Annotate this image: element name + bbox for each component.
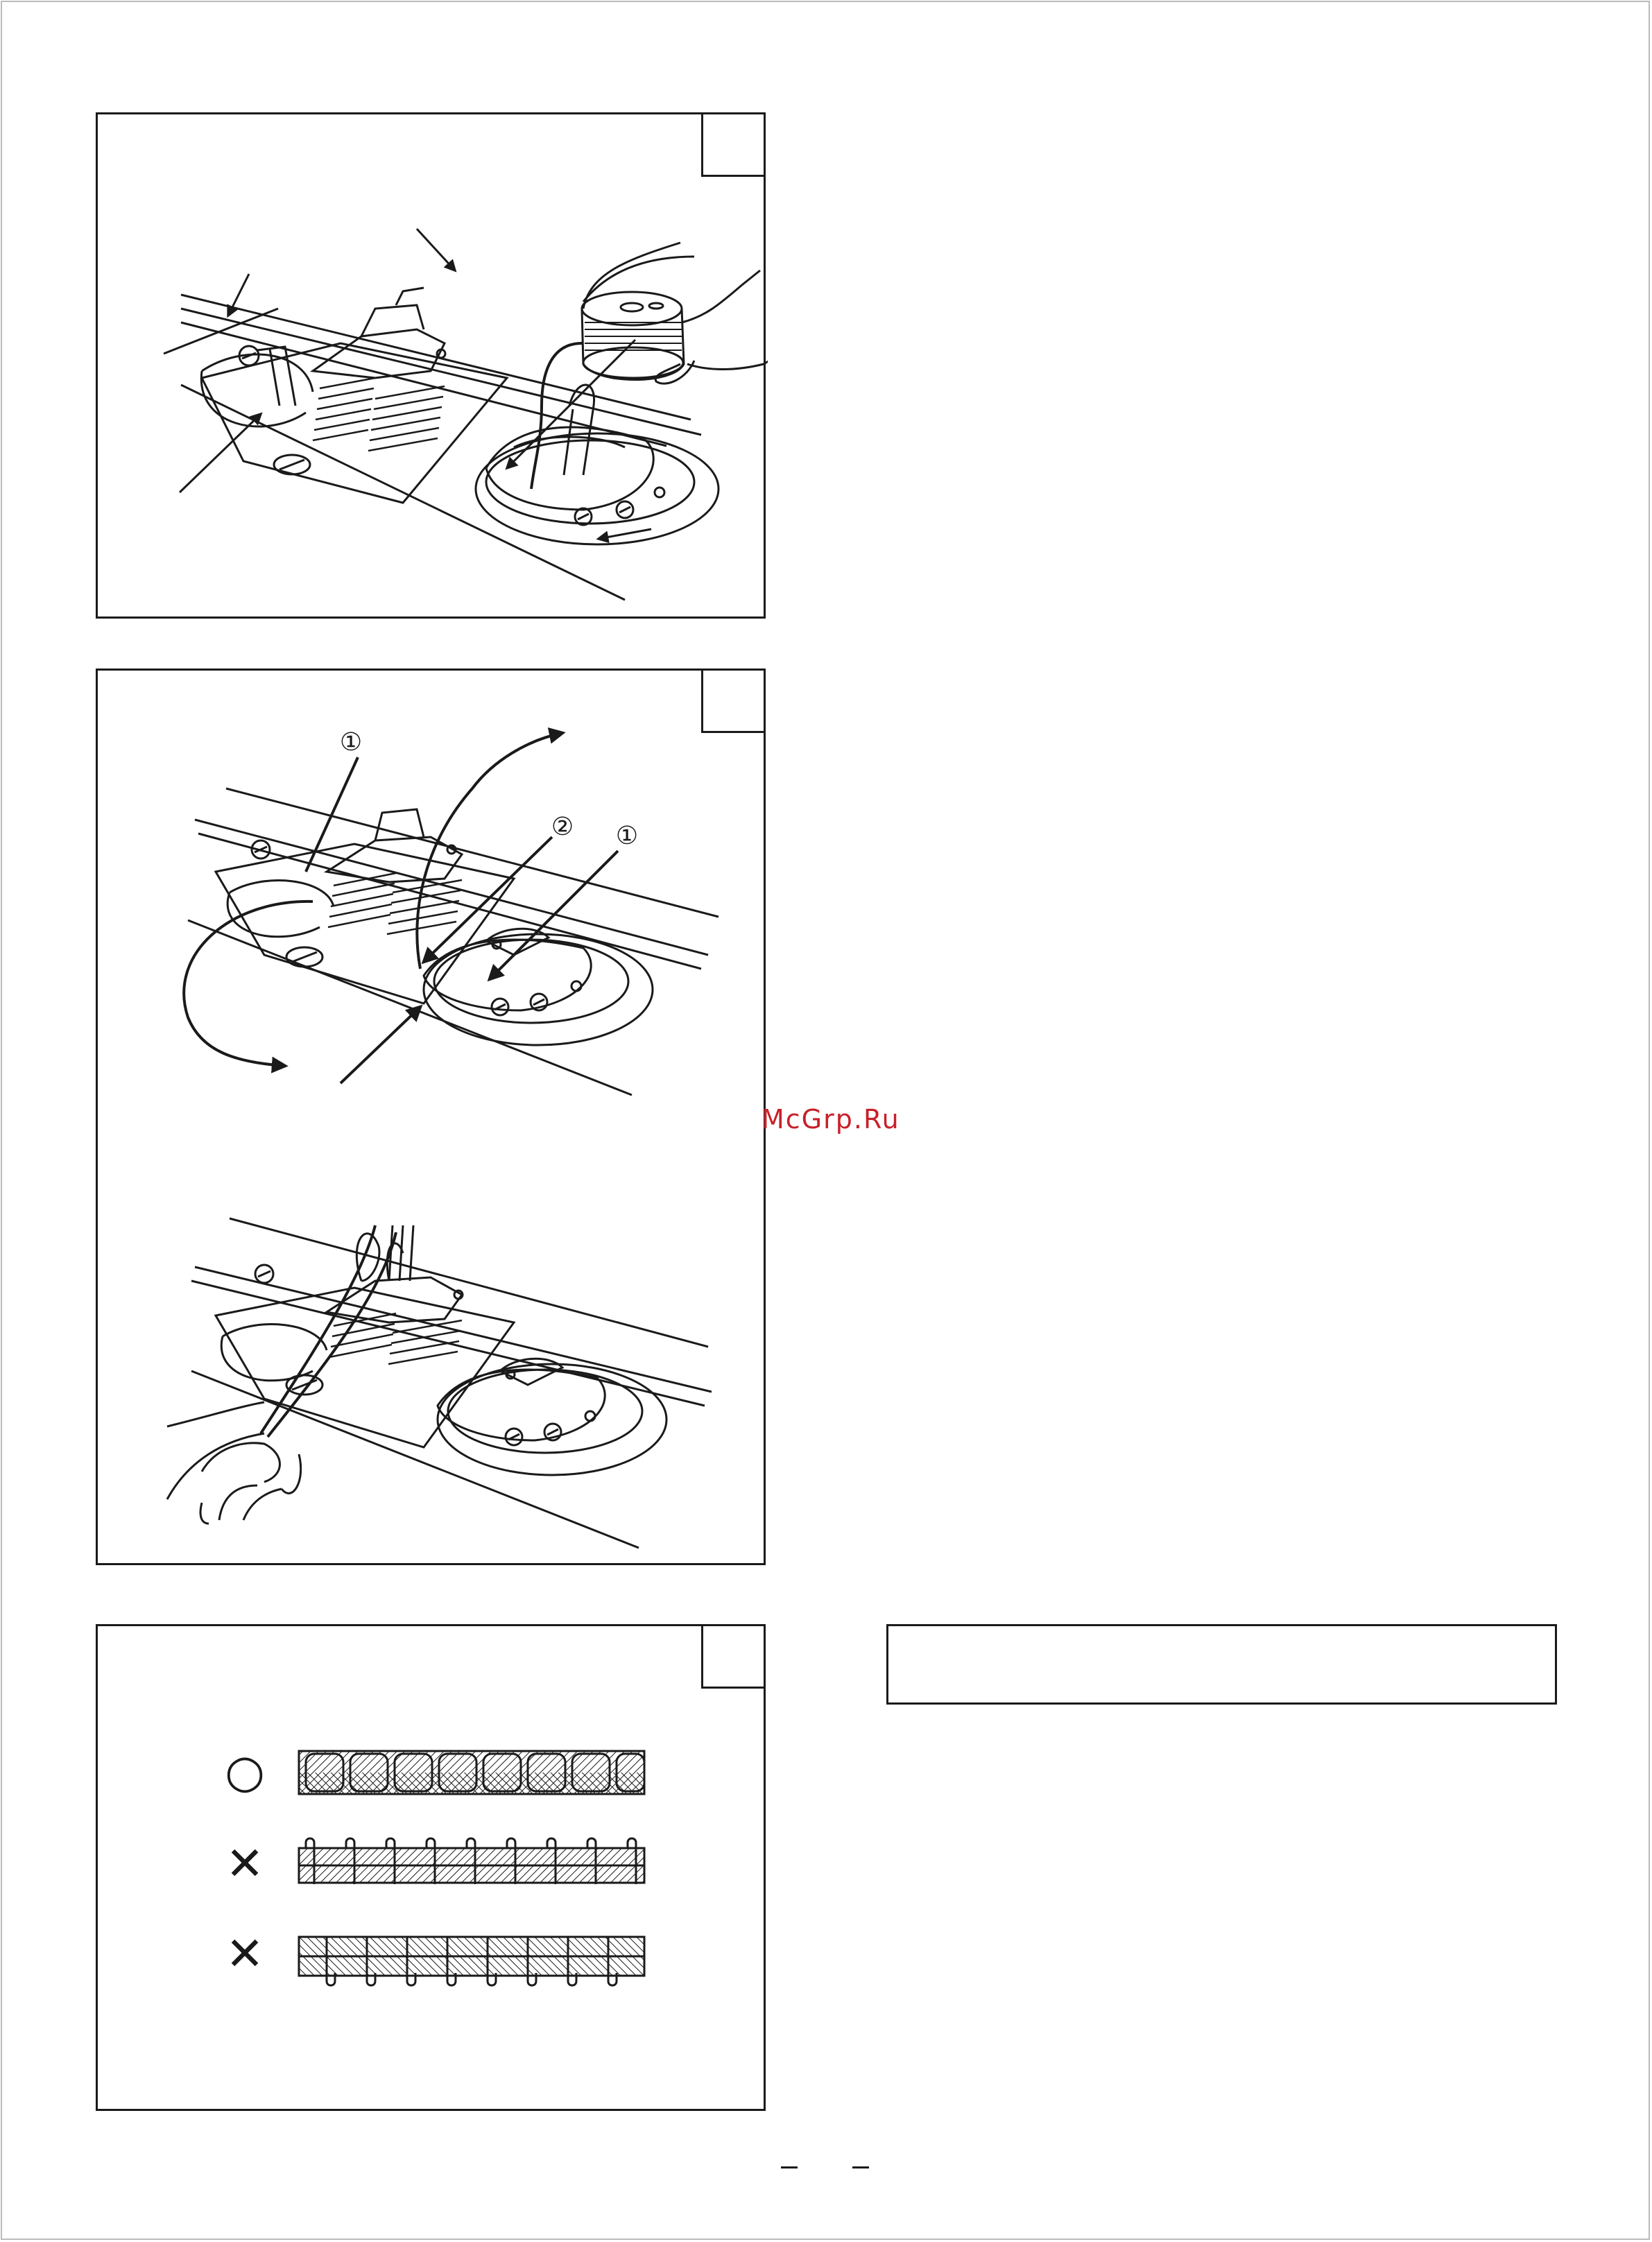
callout-2: ② — [551, 813, 574, 841]
stitch-sample-wrong-bottom — [299, 1937, 644, 1985]
watermark: McGrp.Ru — [762, 1104, 900, 1135]
stitch-quality-illustration — [98, 1626, 768, 2113]
incorrect-mark-1: ✕ — [225, 1837, 264, 1890]
page-number-dash-right — [852, 2166, 869, 2168]
correct-mark: ○ — [225, 1745, 265, 1798]
stitch-sample-wrong-top — [299, 1838, 644, 1884]
figure-stitch-quality — [96, 1624, 766, 2111]
note-box — [886, 1624, 1557, 1705]
callout-1-right: ① — [615, 822, 639, 850]
incorrect-mark-2: ✕ — [225, 1927, 264, 1981]
callout-1-upper: ① — [339, 728, 363, 757]
stitch-sample-correct — [299, 1751, 644, 1794]
figure-bobbin-insert — [96, 112, 766, 619]
bobbin-insert-illustration — [98, 114, 768, 621]
thread-pickup-illustration — [98, 671, 768, 1567]
figure-bobbin-thread-pickup — [96, 669, 766, 1565]
page-number-dash-left — [781, 2166, 798, 2168]
